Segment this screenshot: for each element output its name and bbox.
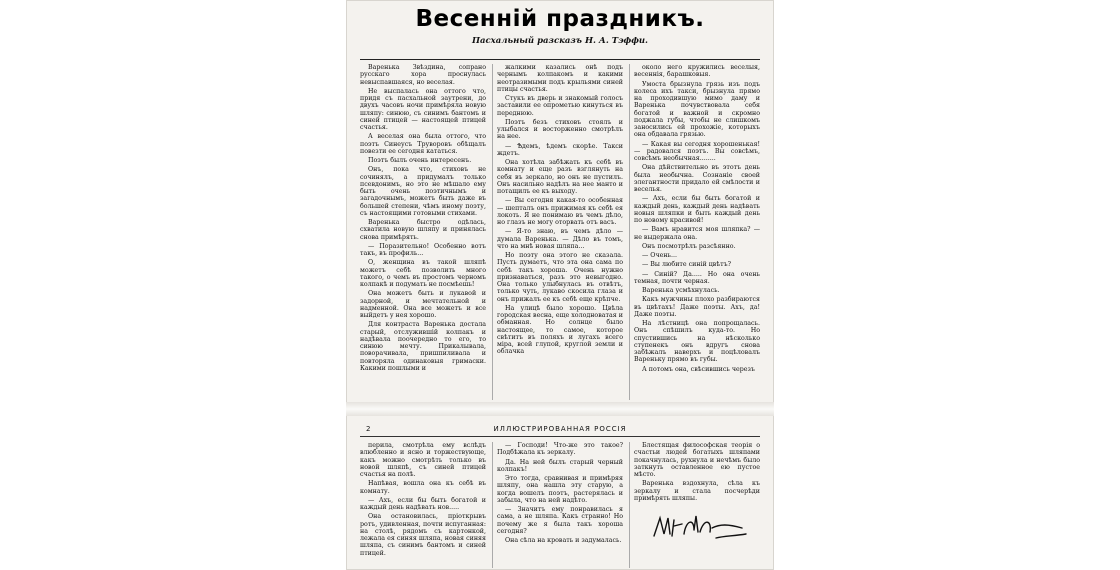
paragraph: Варенька вздохнула, сѣла къ зеркалу и стала посчерѣди примѣрять шляпы. bbox=[634, 480, 760, 502]
magazine-name: ИЛЛЮСТРИРОВАННАЯ РОССІЯ bbox=[493, 425, 627, 433]
page-divider bbox=[346, 402, 774, 416]
paragraph: Умоста брызнула грязь изъ подъ колеса ихъ такси, брызнула прямо на проходившую мимо даму и Варенька почувствовала себя богатой и важной и скромно поджала губы, чтобы не слишкомъ заносились ей прохожіе, которыхъ она обдавала грязью. bbox=[634, 80, 760, 139]
paragraph: На улицѣ было хорошо. Цвѣла городская весна, еще холодноватая и обманная. Но солнце было настоящее, то самое, которое свѣтитъ въ поляхъ и лугахъ всего міра, всей глупой, круглой земли и облачка bbox=[497, 304, 623, 356]
paragraph: — Вы сегодня какая-то особенная — шепталъ онъ прижимая къ себѣ ея локоть. Я не понимаю въ чемъ дѣло, но глазъ не могу оторвать отъ васъ. bbox=[497, 197, 623, 226]
page-number: 2 bbox=[366, 425, 371, 433]
paragraph: — Очень... bbox=[642, 252, 677, 259]
paragraph: Это тогда, сравнивая и примѣряя шляпу, она нашла эту старую, а когда вошелъ поэтъ, растерялась и забыла, что на ней надѣто. bbox=[497, 475, 623, 504]
paragraph: Блестящая философская теорія о счастьи людей богатыхъ шляпами покачнулась, рухнула и нечѣмъ было заткнуть оставленное ею пустое мѣсто. bbox=[634, 442, 760, 478]
title-rule bbox=[360, 59, 760, 60]
paragraph: Для контраста Варенька достала старый, отслужившій колпакъ и надѣвала поочередно то его, то синюю мечту. Прикалывала, поворачивала, пришпиливала и повторяла одинаковыя гримаски. Какими пошлыми и bbox=[360, 321, 486, 372]
paragraph: Онъ посмотрѣлъ разсѣянно. bbox=[642, 242, 736, 250]
paragraph: — Ахъ, если бы быть богатой и каждый день, каждый день надѣвать новыя шляпки и быть каждый день по новому красивой! bbox=[634, 195, 760, 224]
story-subtitle: Пасхальный разсказъ Н. А. Тэффи. bbox=[471, 36, 649, 46]
text-column bbox=[492, 442, 623, 568]
paragraph: Онъ, пока что, стиховъ не сочинялъ, а придумалъ только псевдонимъ, но это не мѣшало ему быть очень поэтичнымъ и загадочнымъ, можетъ быть даже въ большей степени, чѣмъ иному поэту, съ настоящими готовыми стихами. bbox=[360, 166, 486, 217]
paragraph: Варенька Звѣздина, сопрано русскаго хора проснулась невыспавшаяся, но веселая. bbox=[360, 64, 486, 86]
text-column bbox=[360, 442, 486, 568]
paragraph: Она сѣла на кровать и задумалась. bbox=[505, 537, 622, 544]
paragraph: Да. На ней былъ старый черный колпакъ! bbox=[497, 458, 623, 473]
text-column bbox=[492, 64, 623, 400]
paragraph: — Господи! Что-же это такое? Подбѣжала къ зеркалу. bbox=[497, 442, 623, 457]
paragraph: Поэтъ безъ стиховъ стоялъ и улыбался и восторженно смотрѣлъ на нее. bbox=[497, 118, 623, 141]
paragraph: А потомъ она, свѣсившись черезъ bbox=[642, 365, 755, 373]
paragraph: Стукъ въ дверь и знакомый голосъ заставили ее опрометью кинуться въ переднюю. bbox=[497, 95, 623, 117]
paragraph: — Какая вы сегодня хорошенькая! — радовался поэтъ. Вы совсѣмъ, совсѣмъ необычная........ bbox=[634, 140, 760, 162]
paragraph: — Я-то знаю, въ чемъ дѣло — думала Варенька. — Дѣло въ томъ, что на мнѣ новая шляпа... bbox=[497, 228, 623, 250]
paragraph: — Вамъ нравится моя шляпка? — не выдержала она. bbox=[634, 226, 760, 241]
page-one-columns bbox=[360, 64, 760, 400]
paragraph: Но поэту она этого не сказала. Пусть думаетъ, что эта она сама по себѣ такъ хороша. Очень нужно признаваться, разъ это невыгодно. Она только улыбнулась въ отвѣтъ, только чуть, лукаво скосила глаза и онъ прижалъ ее къ себѣ еще крѣпче. bbox=[497, 252, 623, 303]
paragraph: — Поразительно! Особенно вотъ такъ, въ профиль... bbox=[360, 242, 486, 257]
paragraph: Не выспалась она оттого что, придя съ пасхальной заутрени, до двухъ часовъ ночи примѣряла новую шляпу: синюю, съ синимъ бантомъ и синей птицей — настоящей птицей счастья. bbox=[360, 87, 486, 131]
page-two bbox=[346, 416, 774, 570]
paragraph: — Ахъ, если бы быть богатой и каждый день надѣвать нов..... bbox=[360, 496, 486, 511]
paragraph: Варенька быстро одѣлась, схватила новую шляпу и принялась снова примѣрять. bbox=[360, 219, 486, 241]
page-two-columns bbox=[360, 442, 760, 568]
text-column-last bbox=[629, 442, 760, 568]
paragraph: А веселая она была оттого, что поэтъ Синеусъ Труворовъ обѣщалъ повезти ее сегодня кататься. bbox=[360, 133, 486, 155]
paragraph: Она можетъ быть и лукавой и задорной, и мечтательной и надменной. Она все можетъ и все выйдетъ у нея хорошо. bbox=[360, 290, 486, 319]
paragraph: На лѣстницѣ она попрощалась. Онъ спѣшилъ куда-то. Но спустившись на нѣсколько ступенекъ онъ вдругъ снова забѣжалъ наверхъ и поцѣловалъ Вареньку прямо въ губы. bbox=[634, 320, 760, 364]
paragraph: Она остановилась, пріоткрывъ ротъ, удивленная, почти испуганная: на столѣ, рядомъ съ картонкой, лежала ея синяя шляпа, новая синяя шляпа, съ синимъ бантомъ и синей птицей. bbox=[360, 513, 486, 557]
paragraph: О, женщина въ такой шляпѣ можетъ себѣ позволить много такого, о чемъ въ простомъ черномъ колпакѣ и подумать не посмѣешь! bbox=[360, 259, 486, 288]
text-column bbox=[360, 64, 486, 400]
last-column-text bbox=[634, 442, 760, 502]
paragraph: Она дѣйствительно въ этотъ день была необычна. Сознаніе своей элегантности придало ей смѣлости и веселья. bbox=[634, 164, 760, 193]
paragraph: около него кружились веселыя, весеннія, барашковыя. bbox=[634, 64, 760, 79]
paragraph: жалкими казались онѣ подъ чернымъ колпакомъ и какими неотразимыми подъ крыльями синей птицы счастья. bbox=[497, 64, 623, 93]
paragraph: перила, смотрѣла ему вслѣдъ влюбленно и ясно и торжествующе, какъ можно смотрѣть только въ новой шляпѣ, съ синей птицей счастья на полѣ. bbox=[360, 442, 486, 478]
paragraph: Поэтъ былъ очень интересенъ. bbox=[368, 157, 472, 164]
paragraph: Какъ мужчины плохо разбираются въ цвѣтахъ! Даже поэты. Ахъ, да! Даже поэты. bbox=[634, 296, 760, 318]
page-one bbox=[346, 0, 774, 402]
magazine-scan bbox=[346, 0, 774, 570]
running-header bbox=[360, 424, 760, 437]
paragraph: Напѣвая, вошла она къ себѣ въ комнату. bbox=[360, 480, 486, 495]
paragraph: — Ѣдемъ, ѣдемъ скорѣе. Такси ждетъ. bbox=[497, 142, 623, 157]
paragraph: Варенька усмѣхнулась. bbox=[642, 287, 720, 294]
paragraph: — Значитъ ему понравилась я сама, а не шляпа. Какъ странно! Но почему же я была такъ хороша сегодня? bbox=[497, 506, 623, 535]
author-signature bbox=[634, 510, 760, 544]
story-title: Весеннiй праздникъ. bbox=[415, 6, 705, 32]
paragraph: Она хотѣла забѣжать къ себѣ въ комнату и еще разъ взглянуть на себя въ зеркало, но онъ не пустилъ. Онъ насильно надѣлъ на нее манто и потащилъ ее къ выходу. bbox=[497, 159, 623, 195]
paragraph: — Вы любите синій цвѣтъ? bbox=[642, 261, 732, 269]
paragraph: — Синій? Да..... Но она очень темная, почти черная. bbox=[634, 270, 760, 285]
text-column bbox=[629, 64, 760, 400]
